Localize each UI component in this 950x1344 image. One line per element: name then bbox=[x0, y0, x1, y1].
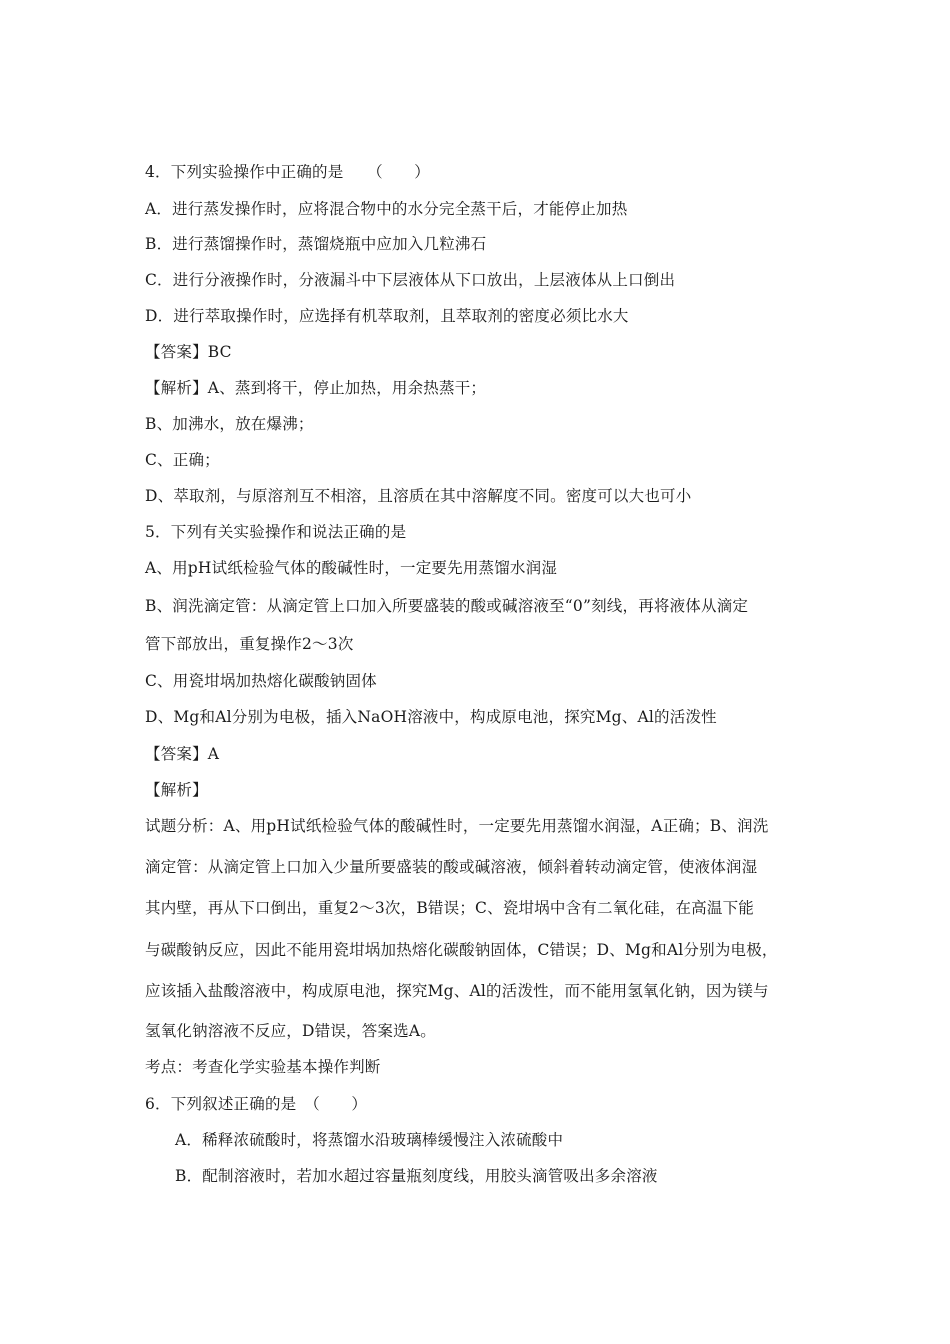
q5-option-b-cont: 管下部放出，重复操作2～3次 bbox=[145, 635, 354, 653]
q5-stem: 5．下列有关实验操作和说法正确的是 bbox=[145, 523, 407, 541]
q4-option-c: C．进行分液操作时，分液漏斗中下层液体从下口放出，上层液体从上口倒出 bbox=[145, 271, 676, 289]
q5-analysis-line-1: 试题分析：A、用pH试纸检验气体的酸碱性时，一定要先用蒸馏水润湿，A正确；B、润洗 bbox=[145, 817, 769, 835]
q5-option-d: D、Mg和Al分别为电极，插入NaOH溶液中，构成原电池，探究Mg、Al的活泼性 bbox=[145, 708, 717, 726]
q4-answer: 【答案】BC bbox=[145, 343, 232, 361]
q4-option-d: D．进行萃取操作时，应选择有机萃取剂，且萃取剂的密度必须比水大 bbox=[145, 307, 629, 325]
q4-analysis-line-4: D、萃取剂，与原溶剂互不相溶，且溶质在其中溶解度不同。密度可以大也可小 bbox=[145, 487, 692, 505]
q5-kaodian: 考点：考查化学实验基本操作判断 bbox=[145, 1058, 381, 1076]
q4-analysis-line-2: B、加沸水，放在爆沸； bbox=[145, 415, 314, 433]
q4-analysis-line-1: 【解析】A、蒸到将干，停止加热，用余热蒸干； bbox=[145, 379, 487, 397]
q5-answer: 【答案】A bbox=[145, 745, 220, 763]
q5-analysis-line-2: 滴定管：从滴定管上口加入少量所要盛装的酸或碱溶液，倾斜着转动滴定管，使液体润湿 bbox=[145, 858, 758, 876]
q4-analysis-line-3: C、正确； bbox=[145, 451, 220, 469]
q6-option-a: A．稀释浓硫酸时，将蒸馏水沿玻璃棒缓慢注入浓硫酸中 bbox=[175, 1131, 564, 1149]
q5-option-a: A、用pH试纸检验气体的酸碱性时，一定要先用蒸馏水润湿 bbox=[145, 559, 558, 577]
q4-option-b: B．进行蒸馏操作时，蒸馏烧瓶中应加入几粒沸石 bbox=[145, 235, 487, 253]
q5-option-b: B、润洗滴定管：从滴定管上口加入所要盛装的酸或碱溶液至“0”刻线，再将液体从滴定 bbox=[145, 597, 749, 615]
q6-stem: 6．下列叙述正确的是 （ ） bbox=[145, 1095, 368, 1113]
q5-analysis-title: 【解析】 bbox=[145, 781, 208, 799]
q4-option-a: A．进行蒸发操作时，应将混合物中的水分完全蒸干后，才能停止加热 bbox=[145, 200, 628, 218]
q5-analysis-line-4: 与碳酸钠反应，因此不能用瓷坩埚加热熔化碳酸钠固体，C错误；D、Mg和Al分别为电极， bbox=[145, 941, 778, 959]
q4-stem: 4．下列实验操作中正确的是 （ ） bbox=[145, 163, 430, 181]
q6-option-b: B．配制溶液时，若加水超过容量瓶刻度线，用胶头滴管吸出多余溶液 bbox=[175, 1167, 658, 1185]
q5-option-c: C、用瓷坩埚加热熔化碳酸钠固体 bbox=[145, 672, 377, 690]
q5-analysis-line-5: 应该插入盐酸溶液中，构成原电池，探究Mg、Al的活泼性，而不能用氢氧化钠，因为镁与 bbox=[145, 982, 769, 1000]
q5-analysis-line-3: 其内壁，再从下口倒出，重复2～3次，B错误；C、瓷坩埚中含有二氧化硅，在高温下能 bbox=[145, 899, 754, 917]
q5-analysis-line-6: 氢氧化钠溶液不反应，D错误，答案选A。 bbox=[145, 1022, 436, 1040]
